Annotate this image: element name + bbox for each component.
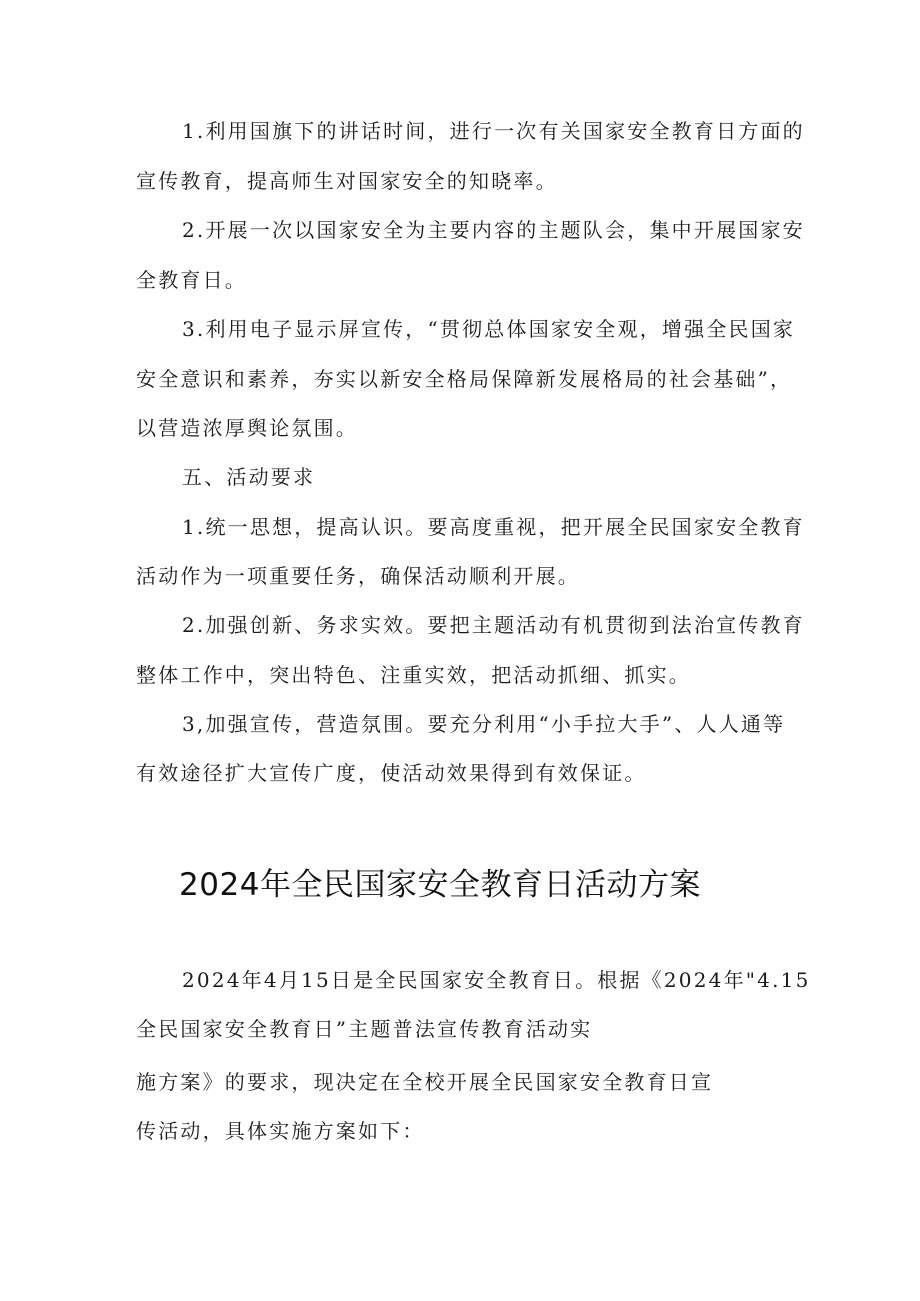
paragraph-line: 2.开展一次以国家安全为主要内容的主题队会，集中开展国家安 [182,218,805,242]
paragraph-line: 全民国家安全教育日”主题普法宣传教育活动实 [136,1017,593,1041]
paragraph-line: 以营造浓厚舆论氛围。 [136,416,358,440]
paragraph-line: 施方案》的要求，现决定在全校开展全民国家安全教育日宣 [136,1070,714,1094]
paragraph-line: 整体工作中，突出特色、注重实效，把活动抓细、抓实。 [136,663,691,687]
paragraph-line: 传活动，具体实施方案如下： [136,1119,425,1143]
section-heading: 五、活动要求 [182,465,316,489]
paragraph-line: 3.利用电子显示屏宣传，“贯彻总体国家安全观，增强全民国家 [182,317,796,341]
paragraph-line: 1.利用国旗下的讲话时间，进行一次有关国家安全教育日方面的 [182,119,805,143]
paragraph-line: 活动作为一项重要任务，确保活动顺利开展。 [136,564,580,588]
paragraph-line: 有效途径扩大宣传广度，使活动效果得到有效保证。 [136,761,647,785]
paragraph-line: 1.统一思想，提高认识。要高度重视，把开展全民国家安全教育 [182,515,805,539]
paragraph-line: 宣传教育，提高师生对国家安全的知晓率。 [136,169,558,193]
paragraph-line: 2.加强创新、务求实效。要把主题活动有机贯彻到法治宣传教育 [182,613,805,637]
paragraph-line: 3,加强宣传，营造氛围。要充分利用“小手拉大手”、人人通等 [182,712,786,736]
paragraph-line: 2024年4月15日是全民国家安全教育日。根据《2024年"4.15 [182,968,811,992]
paragraph-line: 全教育日。 [136,268,247,292]
paragraph-line: 安全意识和素养，夯实以新安全格局保障新发展格局的社会基础”， [136,367,793,391]
document-title: 2024年全民国家安全教育日活动方案 [179,867,701,903]
